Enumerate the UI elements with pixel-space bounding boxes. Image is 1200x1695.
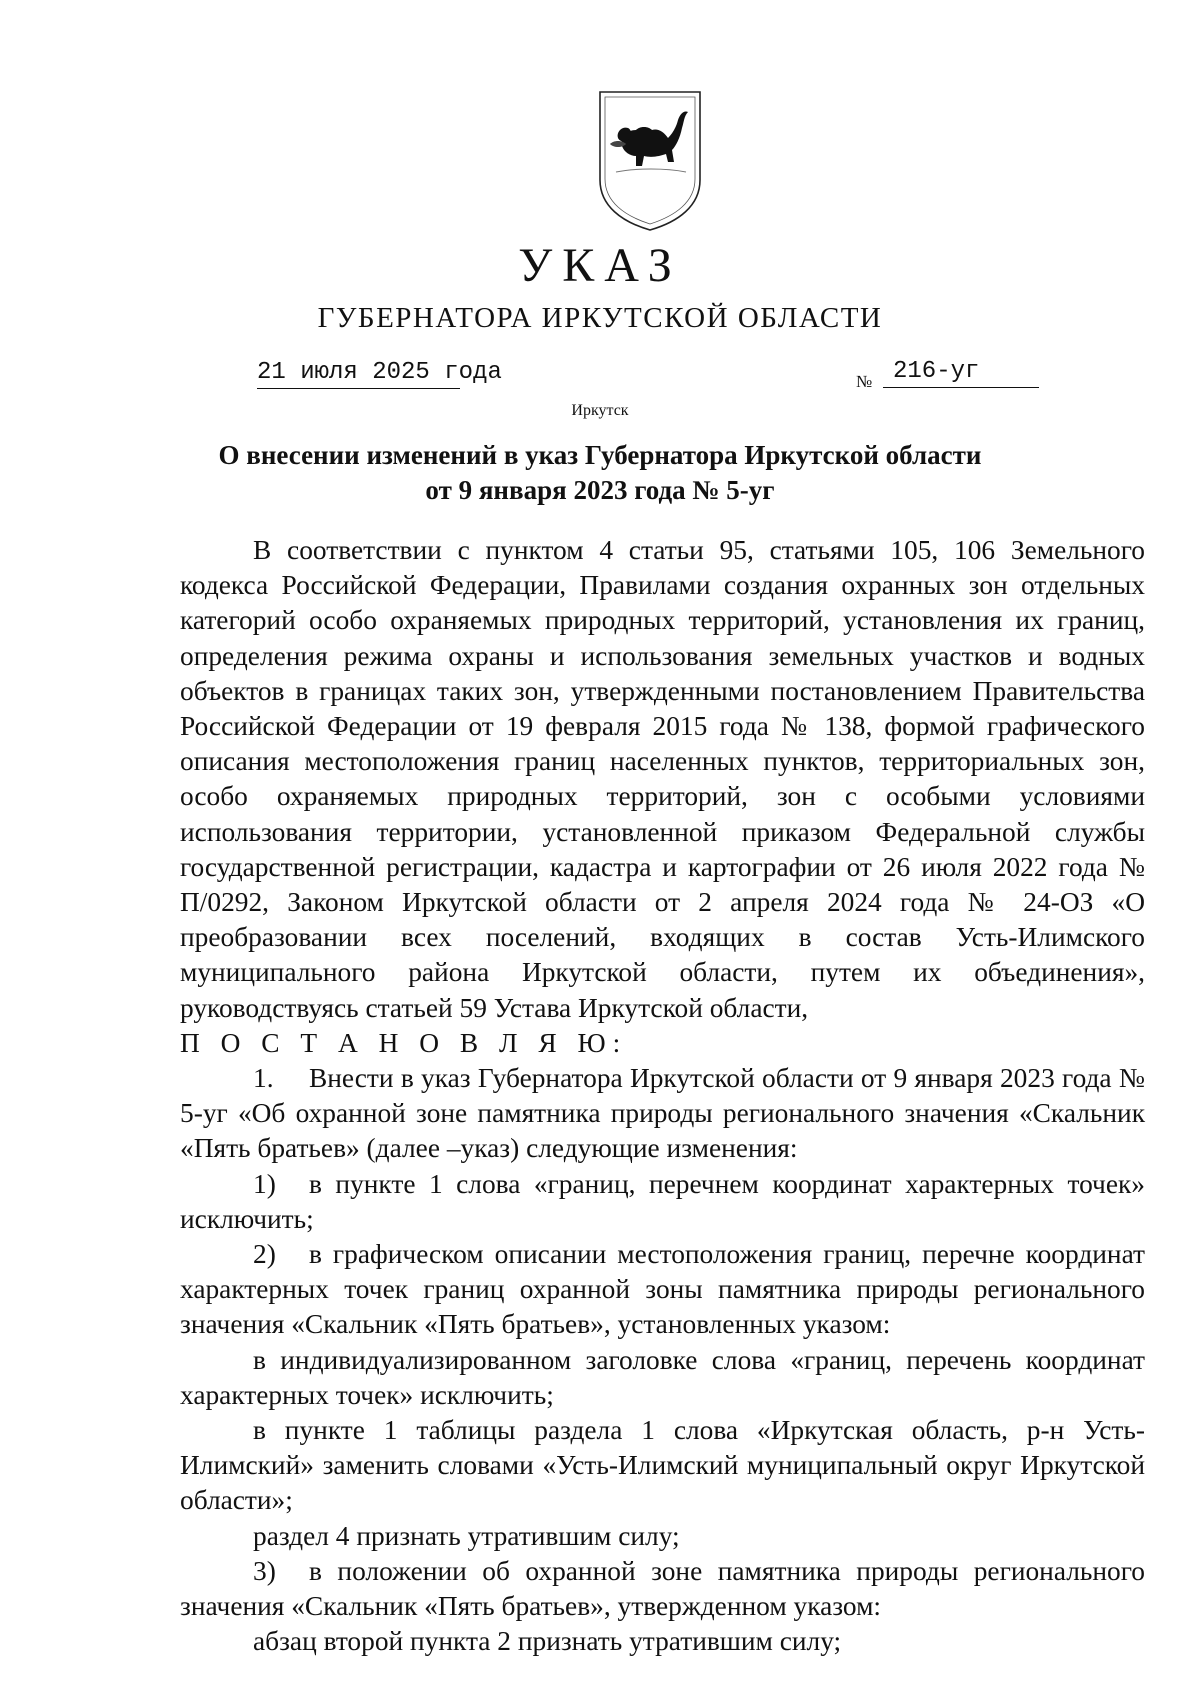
paragraph-item-2: абзац второй пункта 2 признать утратившим силу;	[253, 1626, 842, 1657]
heading-line-1: О внесении изменений в указ Губернатора Иркутской области	[218, 440, 982, 470]
document-heading	[0, 438, 1200, 508]
document-city: Иркутск	[571, 402, 629, 419]
coat-of-arms-icon	[596, 88, 704, 234]
paragraph-heading-change: в индивидуализированном заголовке слова «границ, перечень координат характерных точек» исключить;	[180, 1344, 1145, 1410]
document-title: УКАЗ	[518, 239, 682, 292]
document-number: 216-уг	[883, 357, 1039, 388]
subitem-3	[180, 1554, 1145, 1624]
subitem-3-number: 3)	[253, 1555, 276, 1586]
subitem-1	[180, 1167, 1145, 1237]
subitem-1-number: 1)	[253, 1168, 276, 1199]
paragraph-section-4: раздел 4 признать утратившим силу;	[253, 1520, 680, 1551]
decree-word: П О С Т А Н О В Л Я Ю:	[180, 1027, 628, 1058]
item-1-number: 1.	[253, 1063, 274, 1094]
document-date: 21 июля 2025 года	[257, 358, 460, 389]
item-1-text: Внести в указ Губернатора Иркутской области от 9 января 2023 года № 5-уг «Об охранной зоне памятника природы регионального значения «Скальник «Пять братьев» (далее –указ) следующие изменения:	[180, 1063, 1145, 1164]
subitem-2	[180, 1237, 1145, 1343]
item-1	[180, 1061, 1145, 1167]
subitem-3-text: в положении об охранной зоне памятника природы регионального значения «Скальник «Пять братьев», утвержденном указом:	[180, 1555, 1145, 1622]
subitem-2-number: 2)	[253, 1239, 276, 1270]
document-subtitle: ГУБЕРНАТОРА ИРКУТСКОЙ ОБЛАСТИ	[317, 302, 883, 334]
subitem-1-text: в пункте 1 слова «границ, перечнем координат характерных точек» исключить;	[180, 1168, 1145, 1234]
heading-line-2: от 9 января 2023 года № 5-уг	[425, 475, 775, 505]
paragraph-table-change: в пункте 1 таблицы раздела 1 слова «Иркутская область, р-н Усть-Илимский» заменить словами «Усть-Илимский муниципальный округ Иркутской области»;	[180, 1415, 1145, 1516]
number-label: №	[856, 372, 873, 391]
preamble-paragraph: В соответствии с пунктом 4 статьи 95, статьями 105, 106 Земельного кодекса Российской Федерации, Правилами создания охранных зон отдельных категорий особо охраняемых природных территорий, установления их границ, определения режима охраны и использования земельных участков и водных объектов в границах таких зон, утвержденными постановлением Правительства Российской Федерации от 19 февраля 2015 года № 138, формой графического описания местоположения границ населенных пунктов, территориальных зон, особо охраняемых природных территорий, зон с особыми условиями использования территории, установленной приказом Федеральной службы государственной регистрации, кадастра и картографии от 26 июля 2022 года № П/0292, Законом Иркутской области от 2 апреля 2024 года № 24-ОЗ «О преобразовании всех поселений, входящих в состав Усть-Илимского муниципального района Иркутской области, путем их объединения», руководствуясь статьей 59 Устава Иркутской области,	[180, 535, 1145, 1023]
document-body	[180, 533, 1145, 1660]
subitem-2-text: в графическом описании местоположения границ, перечне координат характерных точек границ охранной зоны памятника природы регионального значения «Скальник «Пять братьев», установленных указом:	[180, 1239, 1145, 1340]
